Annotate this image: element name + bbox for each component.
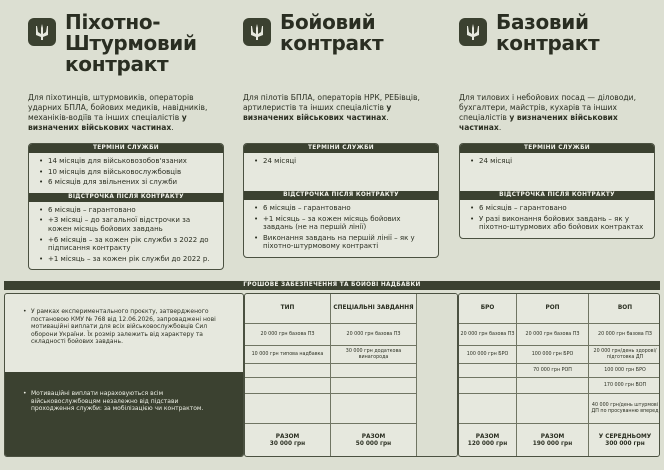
table-cell: 100 000 грн БРО — [459, 346, 517, 364]
deferral-label: ВІДСТРОЧКА ПІСЛЯ КОНТРАКТУ — [29, 193, 223, 202]
trident-icon — [28, 18, 56, 46]
table-cell: 20 000 грн базова ПЗ — [459, 324, 517, 346]
table-cell: 10 000 грн типова надбавка — [245, 346, 331, 364]
list-item: • 6 місяців – гарантовано — [254, 204, 430, 213]
table-cell: 100 000 грн БРО — [589, 364, 660, 378]
list-item: • 6 місяців для звільнених зі служби — [39, 178, 215, 187]
list-item: • +1 місяць – за кожен рік служби до 2022 р. — [39, 255, 215, 264]
contract-combat — [243, 12, 439, 258]
trident-icon — [459, 18, 487, 46]
table-total: РАЗОМ 50 000 грн — [331, 424, 417, 457]
table-cell: 30 000 грн додаткова винагорода — [331, 346, 417, 364]
table-header: РОП — [517, 294, 589, 324]
list-item: • Виконання завдань на першій лінії – як у піхотно-штурмовому контракті — [254, 234, 430, 251]
list-item: • У разі виконання бойових завдань – як у піхотно-штурмових або бойових контрактах — [470, 215, 646, 232]
table-cell-empty — [245, 378, 331, 394]
note-text: • У рамках експериментального проєкту, затвердженого постановою КМУ № 768 від 12.06.2026, запроваджені нові мотиваційні виплати для всіх військовослужбовців Сил оборони України. Їх розмір залежить від характеру та складності бойових завдань. — [23, 308, 223, 346]
contract-title: Базовий контракт — [496, 10, 600, 55]
table-cell-empty — [331, 394, 417, 424]
table-b — [458, 293, 660, 457]
table-a — [244, 293, 458, 457]
table-cell: 20 000 грн базова ПЗ — [589, 324, 660, 346]
list-item: • +1 місяць – за кожен місяць бойових завдань (не на першій лінії) — [254, 215, 430, 232]
table-cell: 70 000 грн РОП — [517, 364, 589, 378]
table-cell — [517, 378, 589, 394]
deferral-label: ВІДСТРОЧКА ПІСЛЯ КОНТРАКТУ — [460, 191, 654, 200]
table-cell — [459, 378, 517, 394]
terms-box — [243, 143, 439, 258]
list-item: • 14 місяців для військовозобов'язаних — [39, 157, 215, 166]
contract-infantry — [28, 12, 224, 270]
list-item: • 6 місяців – гарантовано — [39, 206, 215, 215]
table-header: СПЕЦІАЛЬНІ ЗАВДАННЯ — [331, 294, 417, 324]
contract-title: Бойовий контракт — [280, 10, 384, 55]
list-item: • 24 місяці — [254, 157, 430, 166]
table-cell: 40 000 грн/день штурмові ДП по просуванню вперед — [589, 394, 660, 424]
table-cell — [459, 364, 517, 378]
table-spacer — [417, 294, 458, 457]
terms-box — [28, 143, 224, 270]
table-cell: 20 000 грн базова ПЗ — [331, 324, 417, 346]
money-bar: ГРОШОВЕ ЗАБЕЗПЕЧЕННЯ ТА БОЙОВІ НАДБАВКИ — [4, 281, 660, 290]
table-cell: 170 000 грн ВОП — [589, 378, 660, 394]
table-total: РАЗОМ 30 000 грн — [245, 424, 331, 457]
terms-label: ТЕРМІНИ СЛУЖБИ — [460, 144, 654, 153]
table-header: БРО — [459, 294, 517, 324]
table-cell-empty — [245, 364, 331, 378]
table-cell: 20 000 грн базова ПЗ — [517, 324, 589, 346]
note-dark-block — [5, 372, 244, 457]
table-cell-empty — [331, 378, 417, 394]
list-item: • +6 місяців – за кожен рік служби з 2022 до підписання контракту — [39, 236, 215, 253]
contract-basic — [459, 12, 655, 239]
table-cell — [517, 394, 589, 424]
table-total: РАЗОМ 120 000 грн — [459, 424, 517, 457]
table-cell-empty — [245, 394, 331, 424]
list-item: • 24 місяці — [470, 157, 646, 166]
contract-description: Для тилових і небойових посад — діловоди, бухгалтери, майстрів, кухарів та інших спеціалістів у визначених військових частинах. — [459, 93, 637, 132]
list-item: • 10 місяців для військовослужбовців — [39, 168, 215, 177]
table-cell — [459, 394, 517, 424]
notes-panel — [4, 293, 244, 457]
table-cell-empty — [331, 364, 417, 378]
deferral-label: ВІДСТРОЧКА ПІСЛЯ КОНТРАКТУ — [244, 191, 438, 200]
table-total: РАЗОМ 190 000 грн — [517, 424, 589, 457]
terms-label: ТЕРМІНИ СЛУЖБИ — [244, 144, 438, 153]
contract-title: Піхотно-Штурмовий контракт — [65, 10, 197, 76]
table-cell: 20 000 грн базова ПЗ — [245, 324, 331, 346]
table-header: ВОП — [589, 294, 660, 324]
trident-icon — [243, 18, 271, 46]
table-total: У СЕРЕДНЬОМУ 300 000 грн — [589, 424, 660, 457]
table-header: ТИП — [245, 294, 331, 324]
contract-description: Для пілотів БПЛА, операторів НРК, РЕБівців, артилеристів та інших спеціалістів у визначених військових частинах. — [243, 93, 420, 122]
terms-box — [459, 143, 655, 239]
list-item: • +3 місяці – до загальної відстрочки за кожен місяць бойових завдань — [39, 216, 215, 233]
contract-description: Для піхотинців, штурмовиків, операторів ударних БПЛА, бойових медиків, навідників, механіків-водіїв та інших спеціалістів у визначених військових частинах. — [28, 93, 208, 132]
list-item: • 6 місяців – гарантовано — [470, 204, 646, 213]
note-text: • Мотиваційні виплати нараховуються всім військовослужбовцям незалежно від підстави проходження служби: за мобілізацією чи контрактом. — [23, 390, 223, 413]
table-cell: 20 000 грн/день здорові/підготовка ДП — [589, 346, 660, 364]
terms-label: ТЕРМІНИ СЛУЖБИ — [29, 144, 223, 153]
table-cell: 100 000 грн БРО — [517, 346, 589, 364]
